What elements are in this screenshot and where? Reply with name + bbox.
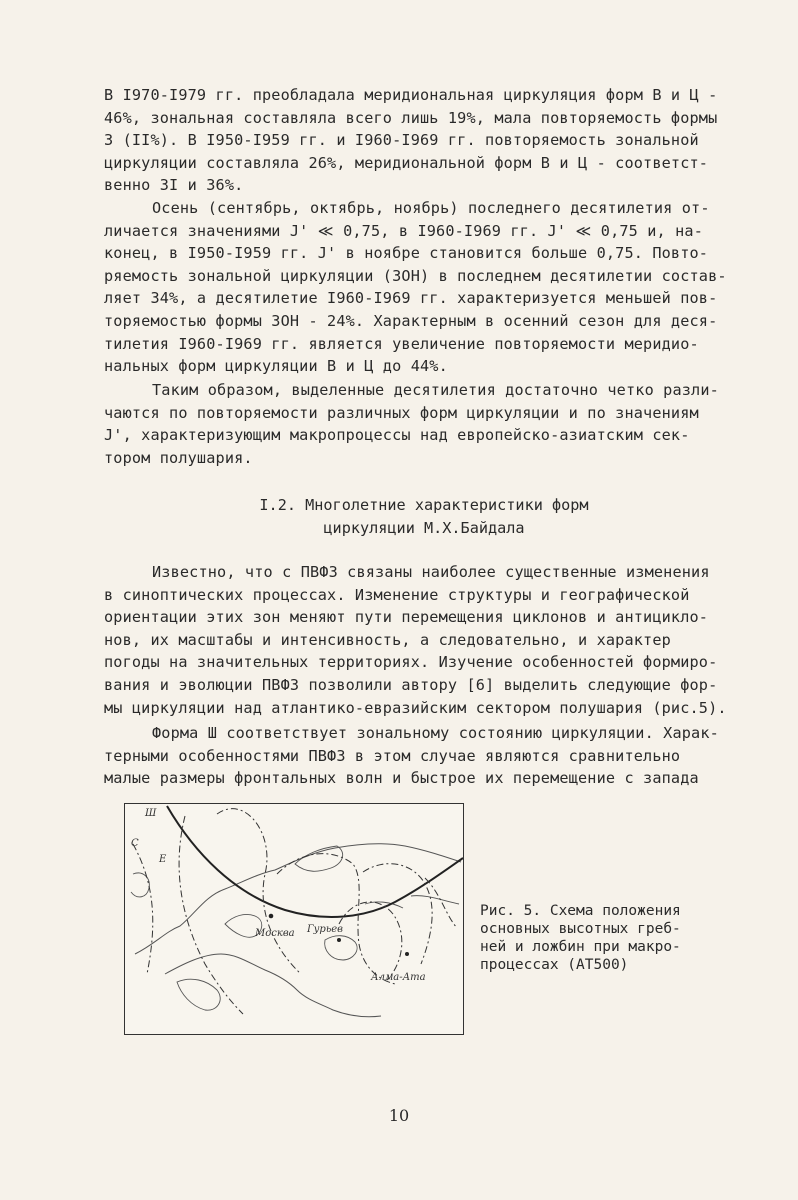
paragraph-4 [104,561,744,719]
coastline [295,846,343,871]
trough-line [363,864,432,964]
label-moscow: Москва [255,928,295,939]
text-line: терными особенностями ПВФЗ в этом случае являются сравнительно [104,746,681,765]
ridge-line [277,854,395,984]
text-line: Осень (сентябрь, октябрь, ноябрь) последнего десятилетия от- [152,199,710,217]
label-e: Е [159,854,167,865]
text-line: вания и эволюции ПВФЗ позволили автору [6] выделить следующие фор- [104,675,718,694]
text-line: тором полушария. [104,448,253,467]
coastline [365,896,459,908]
city-marker-guryev [337,938,341,942]
text-line: нальных форм циркуляции В и Ц до 44%. [104,357,448,376]
text-line: Таким образом, выделенные десятилетия достаточно четко разли- [152,381,719,399]
text-line: венно 3I и 36%. [104,176,244,195]
text-line: Форма Ш соответствует зональному состоянию циркуляции. Харак- [152,724,719,742]
trough-line [133,816,243,1014]
caption-line: основных высотных греб- [480,921,681,937]
ridge-line [217,809,301,974]
paragraph-1 [104,84,744,197]
ridge-line [425,878,457,928]
map-svg [125,804,463,1034]
coastline [177,979,220,1010]
figure-caption [480,902,720,974]
trough-line [339,902,402,980]
text-line: тилетия I960-I969 гг. является увеличение повторяемости меридио- [104,334,699,353]
text-line: погоды на значительных территориях. Изучение особенностей формиро- [104,653,718,672]
text-line: J', характеризующим макропроцессы над европейско-азиатским сек- [104,426,690,445]
text-line: циркуляции составляла 26%, меридиональной форм В и Ц - соответст- [104,153,709,172]
text-line: 46%, зональная составляла всего лишь 19%, мала повторяемость формы [104,108,718,127]
text-line: ляет 34%, а десятилетие I960-I969 гг. характеризуется меньшей пов- [104,289,718,308]
paragraph-3 [104,379,744,469]
coastline [135,844,461,954]
paragraph-5 [104,722,744,790]
text-line: конец, в I950-I959 гг. J' в ноябре становится больше 0,75. Повто- [104,244,709,263]
text-line: ориентации этих зон меняют пути перемещения циклонов и антицикло- [104,608,709,627]
text-line: торяемостью формы ЗОН - 24%. Характерным в осенний сезон для деся- [104,311,718,330]
city-marker-moscow [269,914,274,919]
section-heading [104,494,744,540]
text-line: ряемость зональной циркуляции (ЗОН) в последнем десятилетии состав- [104,266,727,285]
text-line: нов, их масштабы и интенсивность, а следовательно, и характер [104,630,671,649]
city-marker-almaata [405,952,409,956]
heading-line: I.2. Многолетние характеристики форм [259,496,589,514]
label-w: Ш [145,808,157,819]
caption-line: Рис. 5. Схема положения [480,903,681,919]
text-line: В I970-I979 гг. преобладала меридиональная циркуляция форм В и Ц - [104,86,718,104]
page-number: 10 [388,1106,410,1125]
text-line: З (II%). В I950-I959 гг. и I960-I969 гг. повторяемость зональной [104,131,699,150]
text-line: личается значениями J' ≪ 0,75, в I960-I969 гг. J' ≪ 0,75 и, на- [104,221,704,240]
text-line: малые размеры фронтальных волн и быстрое их перемещение с запада [104,769,699,788]
figure-map [124,803,464,1035]
paragraph-2 [104,197,744,378]
label-guryev: Гурьев [307,924,344,935]
heading-line: циркуляции М.Х.Байдала [323,519,525,537]
label-c: С [131,838,139,849]
label-almaata: Алма-Ата [371,972,426,983]
caption-line: процессах (AT500) [480,957,629,973]
text-line: чаются по повторяемости различных форм циркуляции и по значениям [104,403,699,422]
text-line: в синоптических процессах. Изменение структуры и географической [104,585,690,604]
text-line: Известно, что с ПВФЗ связаны наиболее существенные изменения [152,563,710,581]
zonal-flow-line [167,806,463,917]
caption-line: ней и ложбин при макро- [480,939,681,955]
text-line: мы циркуляции над атлантико-евразийским сектором полушария (рис.5). [104,698,727,717]
